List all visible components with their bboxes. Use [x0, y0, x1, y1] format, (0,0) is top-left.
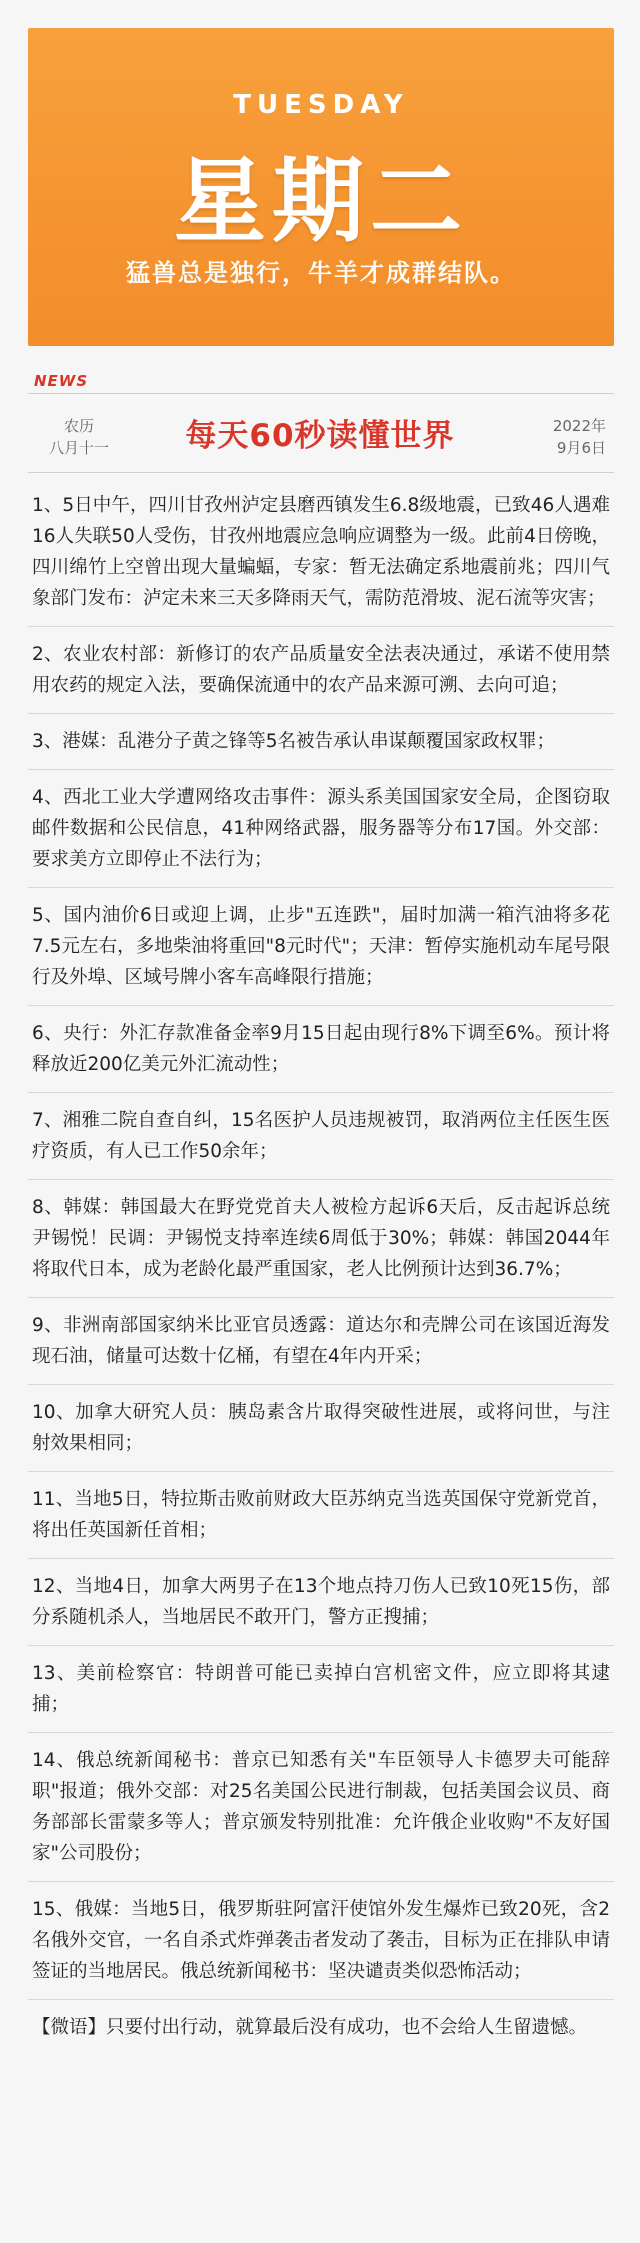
header-banner: [28, 28, 614, 346]
lunar-date: [34, 415, 124, 459]
news-item-13: 13、美前检察官：特朗普可能已卖掉白宫机密文件，应立即将其逮捕；: [28, 1646, 614, 1733]
daily-quote: 【微语】只要付出行动，就算最后没有成功，也不会给人生留遗憾。: [32, 2017, 588, 2038]
weekday-english: TUESDAY: [233, 90, 409, 120]
news-section-label: NEWS: [34, 372, 89, 390]
news-item-6: 6、央行：外汇存款准备金率9月15日起由现行8%下调至6%。预计将释放近200亿美元外汇流动性；: [28, 1006, 614, 1093]
banner-motto: 猛兽总是独行，牛羊才成群结队。: [126, 259, 516, 287]
news-item-8: 8、韩媒：韩国最大在野党党首夫人被检方起诉6天后，反击起诉总统尹锡悦！民调：尹锡悦支持率连续6周低于30%；韩媒：韩国2044年将取代日本，成为老龄化最严重国家，老人比例预计达到36.7%；: [28, 1180, 614, 1298]
news-item-12: 12、当地4日，加拿大两男子在13个地点持刀伤人已致10死15伤，部分系随机杀人，当地居民不敢开门，警方正搜捕；: [28, 1559, 614, 1646]
news-item-2: 2、农业农村部：新修订的农产品质量安全法表决通过，承诺不使用禁用农药的规定入法，要确保流通中的农产品来源可溯、去向可追；: [28, 627, 614, 714]
news-item-7: 7、湘雅二院自查自纠，15名医护人员违规被罚，取消两位主任医生医疗资质，有人已工作50余年；: [28, 1093, 614, 1180]
date-year: 2022年: [552, 417, 606, 435]
weekday-chinese: 星期二: [173, 148, 468, 255]
news-item-3: 3、港媒：乱港分子黄之锋等5名被告承认串谋颠覆国家政权罪；: [28, 714, 614, 770]
news-item-5: 5、国内油价6日或迎上调，止步"五连跌"，届时加满一箱汽油将多花7.5元左右，多地柴油将重回"8元时代"；天津：暂停实施机动车尾号限行及外埠、区域号牌小客车高峰限行措施；: [28, 888, 614, 1006]
lunar-date-label: 农历: [63, 417, 94, 435]
news-item-10: 10、加拿大研究人员：胰岛素含片取得突破性进展，或将问世，与注射效果相同；: [28, 1385, 614, 1472]
gregorian-date: [516, 415, 606, 459]
news-list: [28, 478, 614, 2055]
lunar-date-value: 八月十一: [48, 439, 109, 457]
news-item-14: 14、俄总统新闻秘书：普京已知悉有关"车臣领导人卡德罗夫可能辞职"报道；俄外交部：对25名美国公民进行制裁，包括美国会议员、商务部部长雷蒙多等人；普京颁发特别批准：允许俄企业收购"不友好国家"公司股份；: [28, 1733, 614, 1882]
news-item-4: 4、西北工业大学遭网络攻击事件：源头系美国国家安全局，企图窃取邮件数据和公民信息，41种网络武器，服务器等分布17国。外交部：要求美方立即停止不法行为；: [28, 770, 614, 888]
news-item-15: 15、俄媒：当地5日，俄罗斯驻阿富汗使馆外发生爆炸已致20死，含2名俄外交官，一名自杀式炸弹袭击者发动了袭击，目标为正在排队申请签证的当地居民。俄总统新闻秘书：坚决谴责类似恐怖活动；: [28, 1882, 614, 2000]
date-day: 9月6日: [556, 439, 606, 457]
news-item-11: 11、当地5日，特拉斯击败前财政大臣苏纳克当选英国保守党新党首，将出任英国新任首相；: [28, 1472, 614, 1559]
news-item-9: 9、非洲南部国家纳米比亚官员透露：道达尔和壳牌公司在该国近海发现石油，储量可达数十亿桶，有望在4年内开采；: [28, 1298, 614, 1385]
news-item-1: 1、5日中午，四川甘孜州泸定县磨西镇发生6.8级地震，已致46人遇难16人失联50人受伤，甘孜州地震应急响应调整为一级。此前4日傍晚，四川绵竹上空曾出现大量蝙蝠，专家：暂无法确定系地震前兆；四川气象部门发布：泸定未来三天多降雨天气，需防范滑坡、泥石流等灾害；: [28, 478, 614, 627]
divider-bottom: [28, 472, 614, 473]
page-title: 每天60秒读懂世界: [185, 418, 455, 454]
divider-top: [28, 393, 614, 394]
